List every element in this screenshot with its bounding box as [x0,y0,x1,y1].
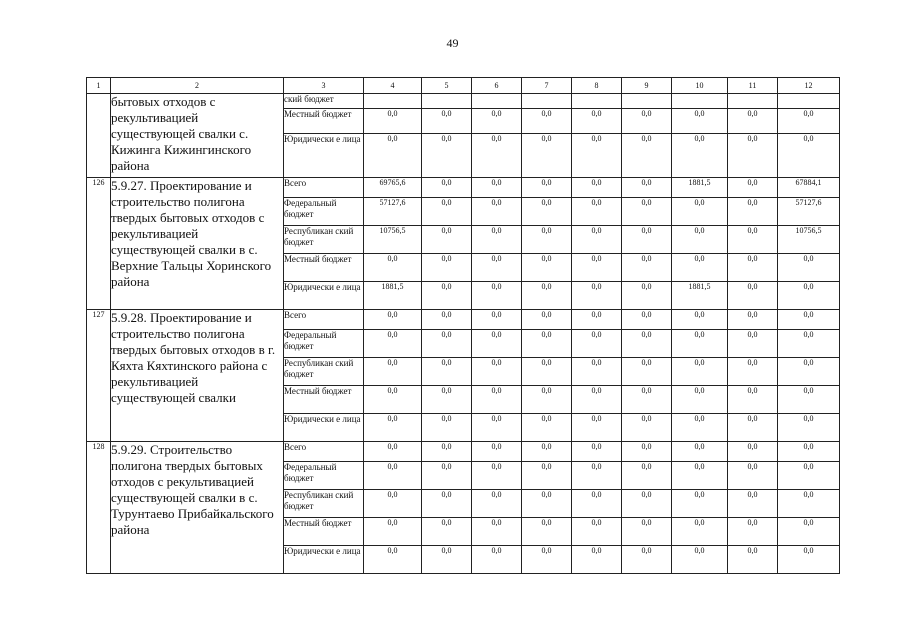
table-row [87,310,840,330]
funding-source: Юридически е лица [284,282,364,310]
funding-source: Местный бюджет [284,518,364,546]
amount-cell: 0,0 [522,310,572,330]
amount-cell: 0,0 [472,310,522,330]
amount-cell [572,94,622,109]
amount-cell: 0,0 [622,330,672,358]
amount-cell: 0,0 [622,134,672,178]
amount-cell: 0,0 [572,442,622,462]
amount-cell: 0,0 [778,414,840,442]
amount-cell: 0,0 [728,462,778,490]
amount-cell: 0,0 [364,358,422,386]
row-number: 126 [87,178,111,310]
column-number: 3 [284,78,364,94]
column-number: 1 [87,78,111,94]
amount-cell: 0,0 [728,358,778,386]
funding-source: Местный бюджет [284,109,364,134]
column-number: 8 [572,78,622,94]
amount-cell: 0,0 [622,198,672,226]
amount-cell: 0,0 [472,226,522,254]
amount-cell: 0,0 [364,462,422,490]
amount-cell: 0,0 [572,546,622,574]
amount-cell: 0,0 [622,414,672,442]
amount-cell: 0,0 [522,134,572,178]
amount-cell: 0,0 [622,386,672,414]
amount-cell: 0,0 [364,386,422,414]
amount-cell: 0,0 [572,198,622,226]
amount-cell: 0,0 [472,109,522,134]
amount-cell: 0,0 [472,198,522,226]
amount-cell: 0,0 [572,414,622,442]
amount-cell: 0,0 [672,134,728,178]
amount-cell: 1881,5 [364,282,422,310]
amount-cell: 0,0 [728,282,778,310]
amount-cell: 0,0 [472,254,522,282]
amount-cell: 0,0 [472,178,522,198]
amount-cell: 67884,1 [778,178,840,198]
amount-cell: 0,0 [672,198,728,226]
funding-source: Республикан ский бюджет [284,490,364,518]
amount-cell: 0,0 [572,254,622,282]
amount-cell: 1881,5 [672,178,728,198]
amount-cell: 0,0 [472,282,522,310]
amount-cell: 0,0 [672,442,728,462]
amount-cell: 0,0 [728,386,778,414]
amount-cell: 0,0 [778,490,840,518]
amount-cell: 0,0 [472,518,522,546]
amount-cell: 0,0 [728,109,778,134]
amount-cell [778,94,840,109]
amount-cell: 0,0 [422,518,472,546]
amount-cell: 0,0 [522,546,572,574]
amount-cell: 0,0 [728,254,778,282]
amount-cell: 0,0 [472,358,522,386]
amount-cell: 0,0 [522,490,572,518]
amount-cell: 10756,5 [364,226,422,254]
funding-source: Федеральный бюджет [284,330,364,358]
amount-cell: 0,0 [472,134,522,178]
amount-cell: 0,0 [422,109,472,134]
amount-cell: 0,0 [778,462,840,490]
amount-cell: 0,0 [778,310,840,330]
measure-description: бытовых отходов с рекультивацией существующей свалки с. Кижинга Кижингинского района [111,94,284,178]
amount-cell: 0,0 [622,518,672,546]
amount-cell [422,94,472,109]
funding-source: Юридически е лица [284,414,364,442]
amount-cell: 0,0 [728,442,778,462]
amount-cell: 0,0 [622,254,672,282]
amount-cell: 0,0 [522,386,572,414]
amount-cell: 0,0 [422,178,472,198]
amount-cell: 0,0 [522,198,572,226]
funding-source: Юридически е лица [284,546,364,574]
amount-cell [364,94,422,109]
amount-cell: 0,0 [422,198,472,226]
funding-source: Федеральный бюджет [284,198,364,226]
amount-cell: 0,0 [672,330,728,358]
amount-cell: 0,0 [364,134,422,178]
amount-cell: 0,0 [422,358,472,386]
amount-cell [522,94,572,109]
amount-cell: 0,0 [622,546,672,574]
amount-cell [622,94,672,109]
table-row [87,442,840,462]
amount-cell: 0,0 [422,414,472,442]
amount-cell: 0,0 [728,518,778,546]
amount-cell: 0,0 [472,414,522,442]
amount-cell: 0,0 [572,462,622,490]
amount-cell: 0,0 [672,254,728,282]
amount-cell: 0,0 [778,518,840,546]
funding-source: Всего [284,178,364,198]
amount-cell: 0,0 [422,386,472,414]
amount-cell: 0,0 [522,414,572,442]
funding-source: Республикан ский бюджет [284,358,364,386]
amount-cell: 0,0 [622,178,672,198]
amount-cell: 0,0 [472,546,522,574]
amount-cell: 0,0 [672,414,728,442]
amount-cell: 0,0 [572,134,622,178]
amount-cell: 0,0 [778,134,840,178]
amount-cell: 0,0 [522,462,572,490]
amount-cell: 0,0 [778,442,840,462]
amount-cell: 0,0 [622,282,672,310]
amount-cell: 0,0 [622,226,672,254]
amount-cell: 0,0 [778,254,840,282]
amount-cell: 0,0 [472,386,522,414]
amount-cell: 0,0 [778,358,840,386]
row-number: 127 [87,310,111,442]
amount-cell: 0,0 [472,462,522,490]
column-number: 6 [472,78,522,94]
amount-cell: 0,0 [522,518,572,546]
amount-cell: 0,0 [522,330,572,358]
amount-cell: 0,0 [472,442,522,462]
amount-cell: 0,0 [622,358,672,386]
amount-cell: 0,0 [422,490,472,518]
funding-source: Местный бюджет [284,386,364,414]
column-number-row [87,78,840,94]
amount-cell: 0,0 [572,330,622,358]
amount-cell: 0,0 [622,462,672,490]
amount-cell: 0,0 [572,386,622,414]
amount-cell: 0,0 [572,358,622,386]
amount-cell: 0,0 [622,442,672,462]
column-number: 2 [111,78,284,94]
amount-cell: 0,0 [472,330,522,358]
amount-cell: 0,0 [422,546,472,574]
amount-cell: 69765,6 [364,178,422,198]
column-number: 10 [672,78,728,94]
amount-cell: 0,0 [422,282,472,310]
amount-cell: 0,0 [572,109,622,134]
amount-cell: 0,0 [364,330,422,358]
amount-cell: 0,0 [522,442,572,462]
measure-description: 5.9.29. Строительство полигона твердых бытовых отходов с рекультивацией существующей свалки в с. Турунтаево Прибайкальского района [111,442,284,574]
amount-cell [728,94,778,109]
amount-cell: 0,0 [522,178,572,198]
amount-cell: 0,0 [364,546,422,574]
amount-cell: 0,0 [622,490,672,518]
page-number: 49 [446,36,459,50]
measure-description: 5.9.28. Проектирование и строительство полигона твердых бытовых отходов в г. Кяхта Кяхтинского района с рекультивацией существующей свалки [111,310,284,442]
amount-cell: 0,0 [728,310,778,330]
amount-cell: 0,0 [672,226,728,254]
amount-cell: 0,0 [422,134,472,178]
table-row [87,94,840,109]
column-number: 4 [364,78,422,94]
amount-cell: 0,0 [422,330,472,358]
amount-cell: 0,0 [422,226,472,254]
amount-cell: 0,0 [672,386,728,414]
amount-cell: 0,0 [572,282,622,310]
amount-cell: 0,0 [522,282,572,310]
amount-cell: 0,0 [422,310,472,330]
amount-cell: 0,0 [522,226,572,254]
amount-cell: 0,0 [522,109,572,134]
table-row [87,178,840,198]
funding-source: Всего [284,442,364,462]
amount-cell: 0,0 [728,178,778,198]
amount-cell: 0,0 [728,546,778,574]
amount-cell: 0,0 [672,518,728,546]
column-number: 5 [422,78,472,94]
amount-cell: 57127,6 [778,198,840,226]
amount-cell: 0,0 [572,490,622,518]
amount-cell: 0,0 [422,442,472,462]
table-body [87,78,840,574]
amount-cell: 0,0 [778,330,840,358]
amount-cell: 0,0 [622,310,672,330]
amount-cell: 57127,6 [364,198,422,226]
amount-cell: 0,0 [672,358,728,386]
amount-cell: 0,0 [778,109,840,134]
amount-cell: 0,0 [572,178,622,198]
amount-cell: 0,0 [364,490,422,518]
amount-cell: 10756,5 [778,226,840,254]
funding-source: Юридически е лица [284,134,364,178]
amount-cell: 0,0 [364,414,422,442]
amount-cell: 0,0 [672,310,728,330]
amount-cell: 0,0 [364,310,422,330]
amount-cell: 1881,5 [672,282,728,310]
amount-cell: 0,0 [778,282,840,310]
amount-cell: 0,0 [364,442,422,462]
amount-cell: 0,0 [572,518,622,546]
amount-cell: 0,0 [672,462,728,490]
amount-cell: 0,0 [728,330,778,358]
amount-cell [472,94,522,109]
column-number: 12 [778,78,840,94]
amount-cell: 0,0 [522,358,572,386]
amount-cell: 0,0 [572,310,622,330]
amount-cell: 0,0 [364,254,422,282]
amount-cell: 0,0 [728,134,778,178]
amount-cell: 0,0 [672,109,728,134]
amount-cell: 0,0 [422,254,472,282]
amount-cell: 0,0 [778,546,840,574]
amount-cell: 0,0 [728,198,778,226]
amount-cell: 0,0 [672,546,728,574]
amount-cell: 0,0 [472,490,522,518]
amount-cell: 0,0 [728,414,778,442]
amount-cell: 0,0 [422,462,472,490]
row-number: 128 [87,442,111,574]
amount-cell [672,94,728,109]
funding-source: Республикан ский бюджет [284,226,364,254]
budget-table [86,77,840,574]
amount-cell: 0,0 [778,386,840,414]
amount-cell: 0,0 [572,226,622,254]
column-number: 11 [728,78,778,94]
amount-cell: 0,0 [728,226,778,254]
amount-cell: 0,0 [622,109,672,134]
amount-cell: 0,0 [728,490,778,518]
amount-cell: 0,0 [364,518,422,546]
amount-cell: 0,0 [522,254,572,282]
measure-description: 5.9.27. Проектирование и строительство полигона твердых бытовых отходов с рекультивацией существующей свалки в с. Верхние Тальцы Хоринского района [111,178,284,310]
column-number: 9 [622,78,672,94]
amount-cell: 0,0 [672,490,728,518]
amount-cell: 0,0 [364,109,422,134]
funding-source: Федеральный бюджет [284,462,364,490]
column-number: 7 [522,78,572,94]
row-number [87,94,111,178]
funding-source: ский бюджет [284,94,364,109]
funding-source: Местный бюджет [284,254,364,282]
funding-source: Всего [284,310,364,330]
